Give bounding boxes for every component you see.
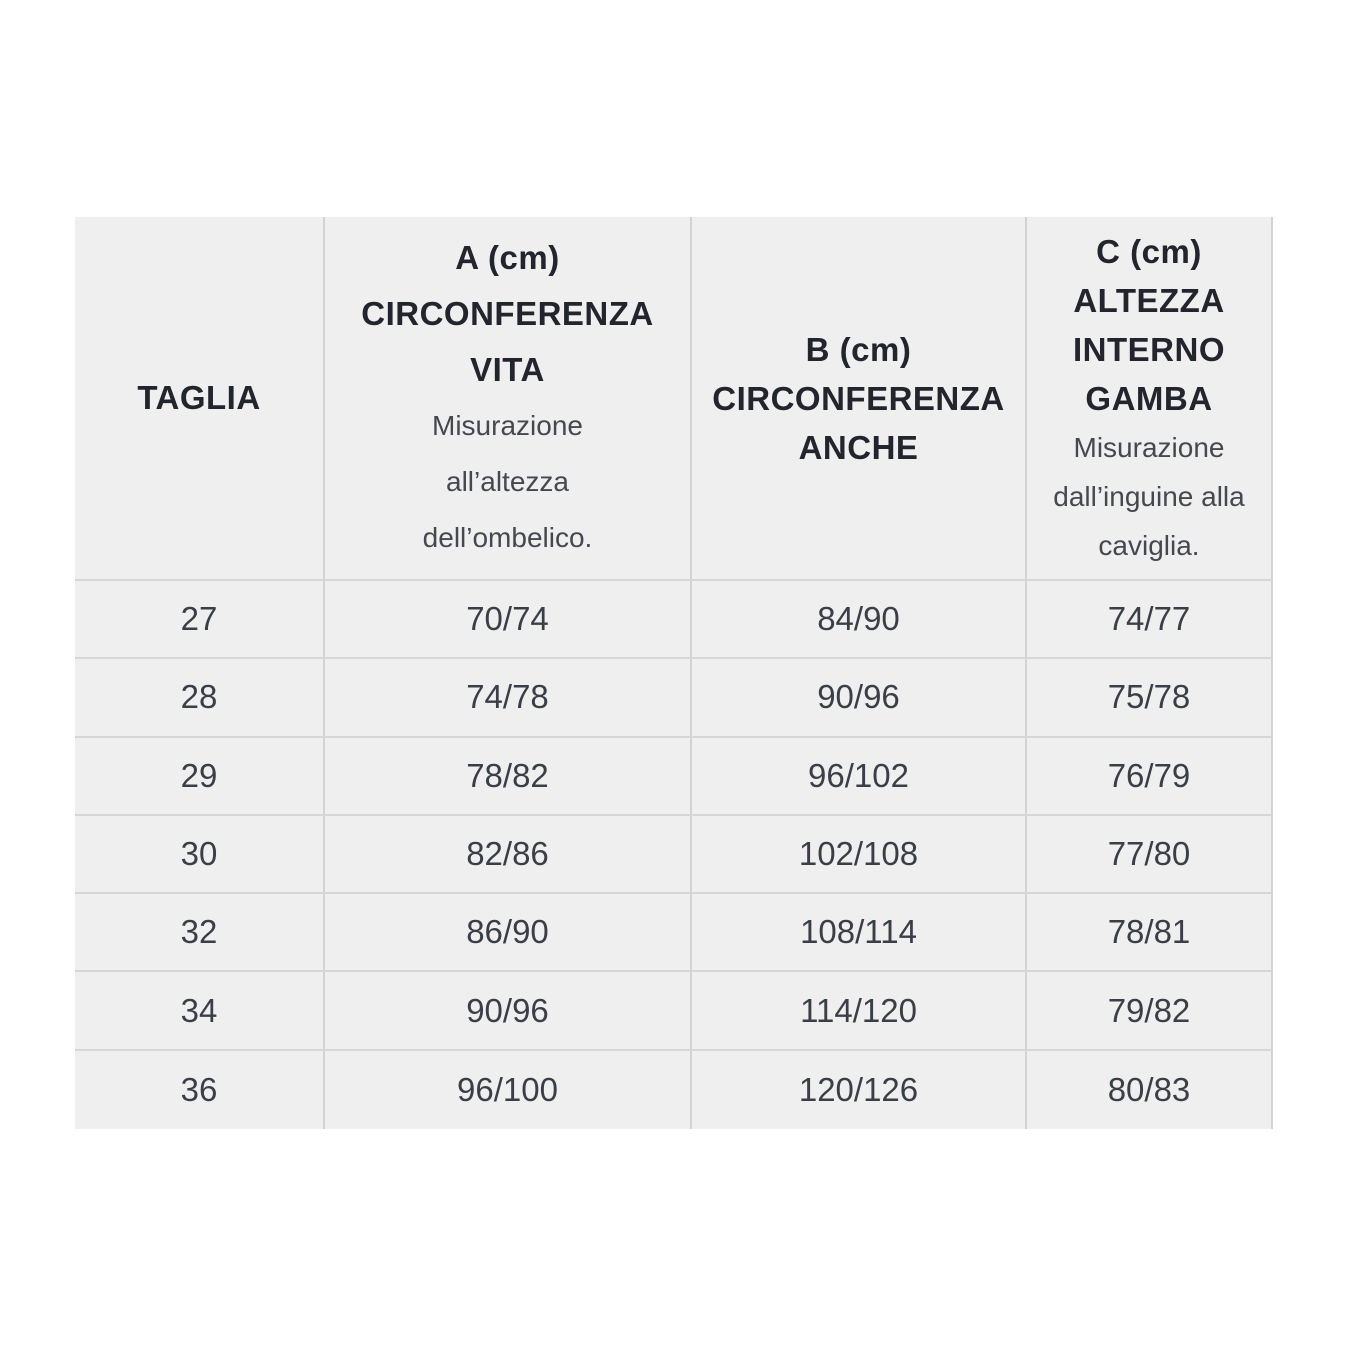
cell-inseam: 75/78 [1027,659,1273,737]
cell-size: 27 [75,581,325,659]
cell-size: 30 [75,816,325,894]
cell-waist: 96/100 [325,1051,692,1129]
cell-hips: 96/102 [692,738,1027,816]
header-note-a-line3: dell’ombelico. [422,522,593,553]
header-cell-inseam [1027,217,1273,581]
cell-hips: 102/108 [692,816,1027,894]
cell-waist: 70/74 [325,581,692,659]
header-label-c-unit: C (cm) [1096,232,1202,270]
cell-inseam: 80/83 [1027,1051,1273,1129]
header-label-b-anche: ANCHE [798,428,919,466]
header-note-a-line2: all’altezza [446,466,569,497]
header-label-taglia: TAGLIA [137,379,261,416]
cell-waist: 82/86 [325,816,692,894]
cell-inseam: 78/81 [1027,894,1273,972]
cell-hips: 120/126 [692,1051,1027,1129]
header-cell-hips [692,217,1027,581]
cell-size: 28 [75,659,325,737]
cell-hips: 90/96 [692,659,1027,737]
cell-size: 34 [75,972,325,1050]
cell-inseam: 74/77 [1027,581,1273,659]
size-chart-table [75,217,1273,1129]
cell-waist: 86/90 [325,894,692,972]
cell-size: 36 [75,1051,325,1129]
cell-waist: 90/96 [325,972,692,1050]
header-cell-waist [325,217,692,581]
header-label-c-interno: INTERNO [1073,330,1225,368]
cell-inseam: 77/80 [1027,816,1273,894]
header-label-c-altezza: ALTEZZA [1073,281,1225,319]
cell-hips: 108/114 [692,894,1027,972]
cell-size: 29 [75,738,325,816]
header-note-c-line3: caviglia. [1098,529,1200,561]
header-label-a-vita: VITA [470,351,545,388]
cell-hips: 114/120 [692,972,1027,1050]
header-label-b-circonferenza: CIRCONFERENZA [712,379,1005,417]
cell-inseam: 76/79 [1027,738,1273,816]
cell-waist: 78/82 [325,738,692,816]
header-note-c-line1: Misurazione [1073,431,1225,463]
header-cell-taglia [75,217,325,581]
header-note-a-line1: Misurazione [432,410,583,441]
header-label-c-gamba: GAMBA [1085,379,1213,417]
cell-hips: 84/90 [692,581,1027,659]
header-label-a-unit: A (cm) [455,239,560,276]
header-label-b-unit: B (cm) [805,330,912,368]
header-note-c-line2: dall’inguine alla [1053,480,1245,512]
cell-size: 32 [75,894,325,972]
cell-waist: 74/78 [325,659,692,737]
header-label-a-circonferenza: CIRCONFERENZA [361,295,654,332]
cell-inseam: 79/82 [1027,972,1273,1050]
